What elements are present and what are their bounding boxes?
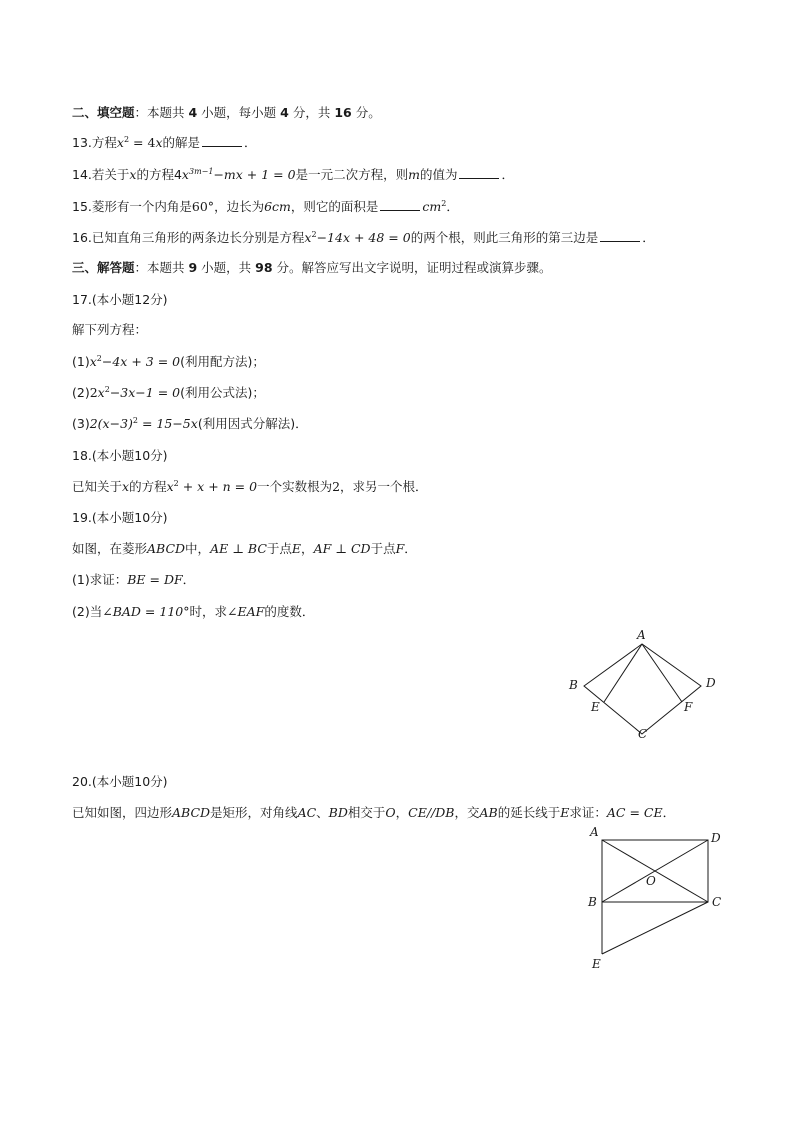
label-d: D <box>706 676 716 690</box>
label-b: B <box>588 895 597 909</box>
math-exp: 2 <box>104 384 110 394</box>
math-expr: 6cm <box>264 199 291 214</box>
part-label: (1) <box>72 572 90 587</box>
math-var: E <box>291 541 302 556</box>
math-unit: cm <box>422 199 442 214</box>
label-f: F <box>684 700 693 714</box>
question-text: 方程 <box>91 135 117 150</box>
rhombus-outline <box>584 644 701 734</box>
question-text: 若关于 <box>91 167 130 182</box>
math-expr: AF ⊥ CD <box>313 541 371 556</box>
answer-blank[interactable] <box>380 198 420 211</box>
question-text: 如图，在菱形 <box>72 541 148 556</box>
question-text: 的两个根，则此三角形的第三边是 <box>410 230 599 245</box>
rhombus-figure <box>560 624 730 744</box>
math-exp: 2 <box>441 198 447 208</box>
question-number: 14. <box>72 167 92 182</box>
question-text: 的值为 <box>419 167 458 182</box>
question-text: 于点 <box>370 541 396 556</box>
math-exp: 2 <box>123 134 130 144</box>
question-15 <box>72 198 459 216</box>
question-13 <box>72 134 257 152</box>
question-number: 15. <box>72 199 92 214</box>
question-17-part-3 <box>72 415 308 433</box>
label-c: C <box>712 895 722 909</box>
math-exp: 2 <box>311 229 317 239</box>
answer-blank[interactable] <box>202 134 242 147</box>
section-2-label: 二、填空题 <box>72 105 135 120</box>
math-expr: 60° <box>191 199 215 214</box>
section-2-count: 4 <box>188 105 198 120</box>
math-var: x <box>304 230 312 245</box>
answer-blank[interactable] <box>459 166 499 179</box>
question-text: 的方程4 <box>136 167 182 182</box>
section-2-desc: ：本题共 <box>134 105 189 120</box>
question-17-intro: 解下列方程： <box>72 322 148 337</box>
math-expr: −4x + 3 = 0 <box>101 354 181 369</box>
question-text: ，交 <box>454 805 480 820</box>
math-var: AC <box>297 805 317 820</box>
question-number: 13. <box>72 135 92 150</box>
math-expr: AC = CE <box>606 805 663 820</box>
question-text: (利用因式分解法)． <box>197 416 308 431</box>
section-3-label: 三、解答题 <box>72 260 135 275</box>
question-number: 20. <box>72 774 92 789</box>
math-expr: −3x−1 = 0 <box>109 385 181 400</box>
math-expr: 2(x−3) <box>89 416 133 431</box>
question-text: (利用配方法)； <box>180 354 265 369</box>
question-text: ，边长为 <box>214 199 265 214</box>
rectangle-figure <box>584 822 734 972</box>
math-var: x <box>116 135 124 150</box>
section-3-desc: ：本题共 <box>134 260 189 275</box>
section-3-desc: 小题，共 <box>197 260 256 275</box>
math-expr: AE ⊥ BC <box>210 541 267 556</box>
question-score: (本小题10分) <box>91 774 168 789</box>
section-2-header <box>72 104 381 122</box>
segment-af <box>642 644 682 702</box>
label-o: O <box>646 874 656 888</box>
section-2-desc: 分。 <box>351 105 381 120</box>
question-text: 求证： <box>569 805 607 820</box>
section-3-total: 98 <box>255 260 273 275</box>
math-expr: 2 <box>332 479 341 494</box>
question-17-part-2 <box>72 384 265 402</box>
math-var: ABCD <box>172 805 211 820</box>
question-text: ． <box>244 135 257 150</box>
section-2-per: 4 <box>280 105 289 120</box>
section-2-total: 16 <box>334 105 352 120</box>
math-expr: = 15−5x <box>138 416 198 431</box>
question-text: ． <box>662 805 676 820</box>
section-2-desc: 小题，每小题 <box>197 105 281 120</box>
label-c: C <box>638 727 648 741</box>
label-e: E <box>591 700 600 714</box>
segment-ce <box>602 902 708 954</box>
question-text: 菱形有一个内角是 <box>91 199 192 214</box>
question-text: ． <box>501 167 514 182</box>
section-3-header <box>72 259 552 277</box>
part-label: (3) <box>72 416 90 431</box>
math-var: m <box>408 167 420 182</box>
part-label: (1) <box>72 354 90 369</box>
question-17-header <box>72 291 168 309</box>
math-var: BD <box>328 805 348 820</box>
question-18-header <box>72 447 168 465</box>
question-text: ，则它的面积是 <box>290 199 379 214</box>
question-20-body <box>72 804 675 822</box>
question-16 <box>72 229 655 247</box>
question-text: 当 <box>89 604 103 619</box>
label-e: E <box>592 957 601 971</box>
math-expr: ∠BAD = 110° <box>102 604 190 619</box>
question-text: ，求另一个根． <box>340 479 428 494</box>
math-var: x <box>166 479 174 494</box>
question-text: (利用公式法)； <box>180 385 265 400</box>
math-expr: ∠EAF <box>227 604 265 619</box>
math-var: ABCD <box>147 541 186 556</box>
label-d: D <box>711 831 721 845</box>
math-var: AB <box>479 805 498 820</box>
math-var: F <box>395 541 405 556</box>
question-18-body <box>72 478 428 496</box>
math-expr: + x + n = 0 <box>178 479 258 494</box>
question-number: 16. <box>72 230 92 245</box>
question-score: (本小题10分) <box>91 448 168 463</box>
question-text: 相交于 <box>347 805 386 820</box>
math-var: E <box>560 805 570 820</box>
question-19-header <box>72 509 168 527</box>
question-text: 已知关于 <box>72 479 123 494</box>
section-3-count: 9 <box>188 260 198 275</box>
question-19-part-1 <box>72 571 195 589</box>
question-text: ． <box>446 199 459 214</box>
math-expr: = 4 <box>129 135 156 150</box>
part-label: (2) <box>72 604 90 619</box>
question-text: 的方程 <box>129 479 167 494</box>
question-text: 于点 <box>266 541 292 556</box>
question-19-part-2 <box>72 603 314 621</box>
answer-blank[interactable] <box>600 229 640 242</box>
math-exp: 2 <box>173 478 179 488</box>
math-var: x <box>181 167 189 182</box>
math-var: x <box>122 479 130 494</box>
math-var: O <box>385 805 396 820</box>
math-exp: 3m−1 <box>188 166 214 176</box>
label-b: B <box>569 678 578 692</box>
part-label: (2) <box>72 385 90 400</box>
question-19-body <box>72 540 417 558</box>
math-exp: 2 <box>96 353 102 363</box>
question-number: 19. <box>72 510 92 525</box>
section-3-desc: 分。解答应写出文字说明，证明过程或演算步骤。 <box>272 260 552 275</box>
question-20-header <box>72 773 168 791</box>
math-var: x <box>97 385 105 400</box>
question-text: ． <box>642 230 655 245</box>
math-var: x <box>155 135 163 150</box>
label-a: A <box>590 825 599 839</box>
math-exp: 2 <box>132 415 138 425</box>
math-expr: CE//DB <box>408 805 455 820</box>
question-text: 已知如图，四边形 <box>72 805 173 820</box>
question-text: 中， <box>185 541 211 556</box>
question-text: ． <box>182 572 196 587</box>
section-2-desc: 分，共 <box>288 105 335 120</box>
question-number: 17. <box>72 292 92 307</box>
math-expr: −14x + 48 = 0 <box>316 230 411 245</box>
math-expr: 2 <box>89 385 98 400</box>
question-number: 18. <box>72 448 92 463</box>
question-text: 求证： <box>89 572 128 587</box>
question-text: 时，求 <box>189 604 227 619</box>
question-14 <box>72 166 514 184</box>
question-text: ， <box>395 805 409 820</box>
label-a: A <box>637 628 646 642</box>
question-text: 是矩形，对角线 <box>210 805 298 820</box>
question-text: 已知直角三角形的两条边长分别是方程 <box>91 230 305 245</box>
math-expr: BE = DF <box>127 572 183 587</box>
math-var: x <box>129 167 137 182</box>
question-text: 是一元二次方程，则 <box>295 167 409 182</box>
question-text: 一个实数根为 <box>257 479 333 494</box>
question-text: 、 <box>316 805 329 820</box>
question-text: 的延长线于 <box>497 805 561 820</box>
segment-ae <box>604 644 642 702</box>
question-text: 的度数． <box>264 604 315 619</box>
question-text: ， <box>301 541 314 556</box>
math-var: x <box>89 354 97 369</box>
question-text: ． <box>404 541 417 556</box>
math-expr: −mx + 1 = 0 <box>213 167 296 182</box>
question-score: (本小题12分) <box>91 292 168 307</box>
question-17-part-1 <box>72 353 265 371</box>
question-text: 的解是 <box>162 135 201 150</box>
question-score: (本小题10分) <box>91 510 168 525</box>
